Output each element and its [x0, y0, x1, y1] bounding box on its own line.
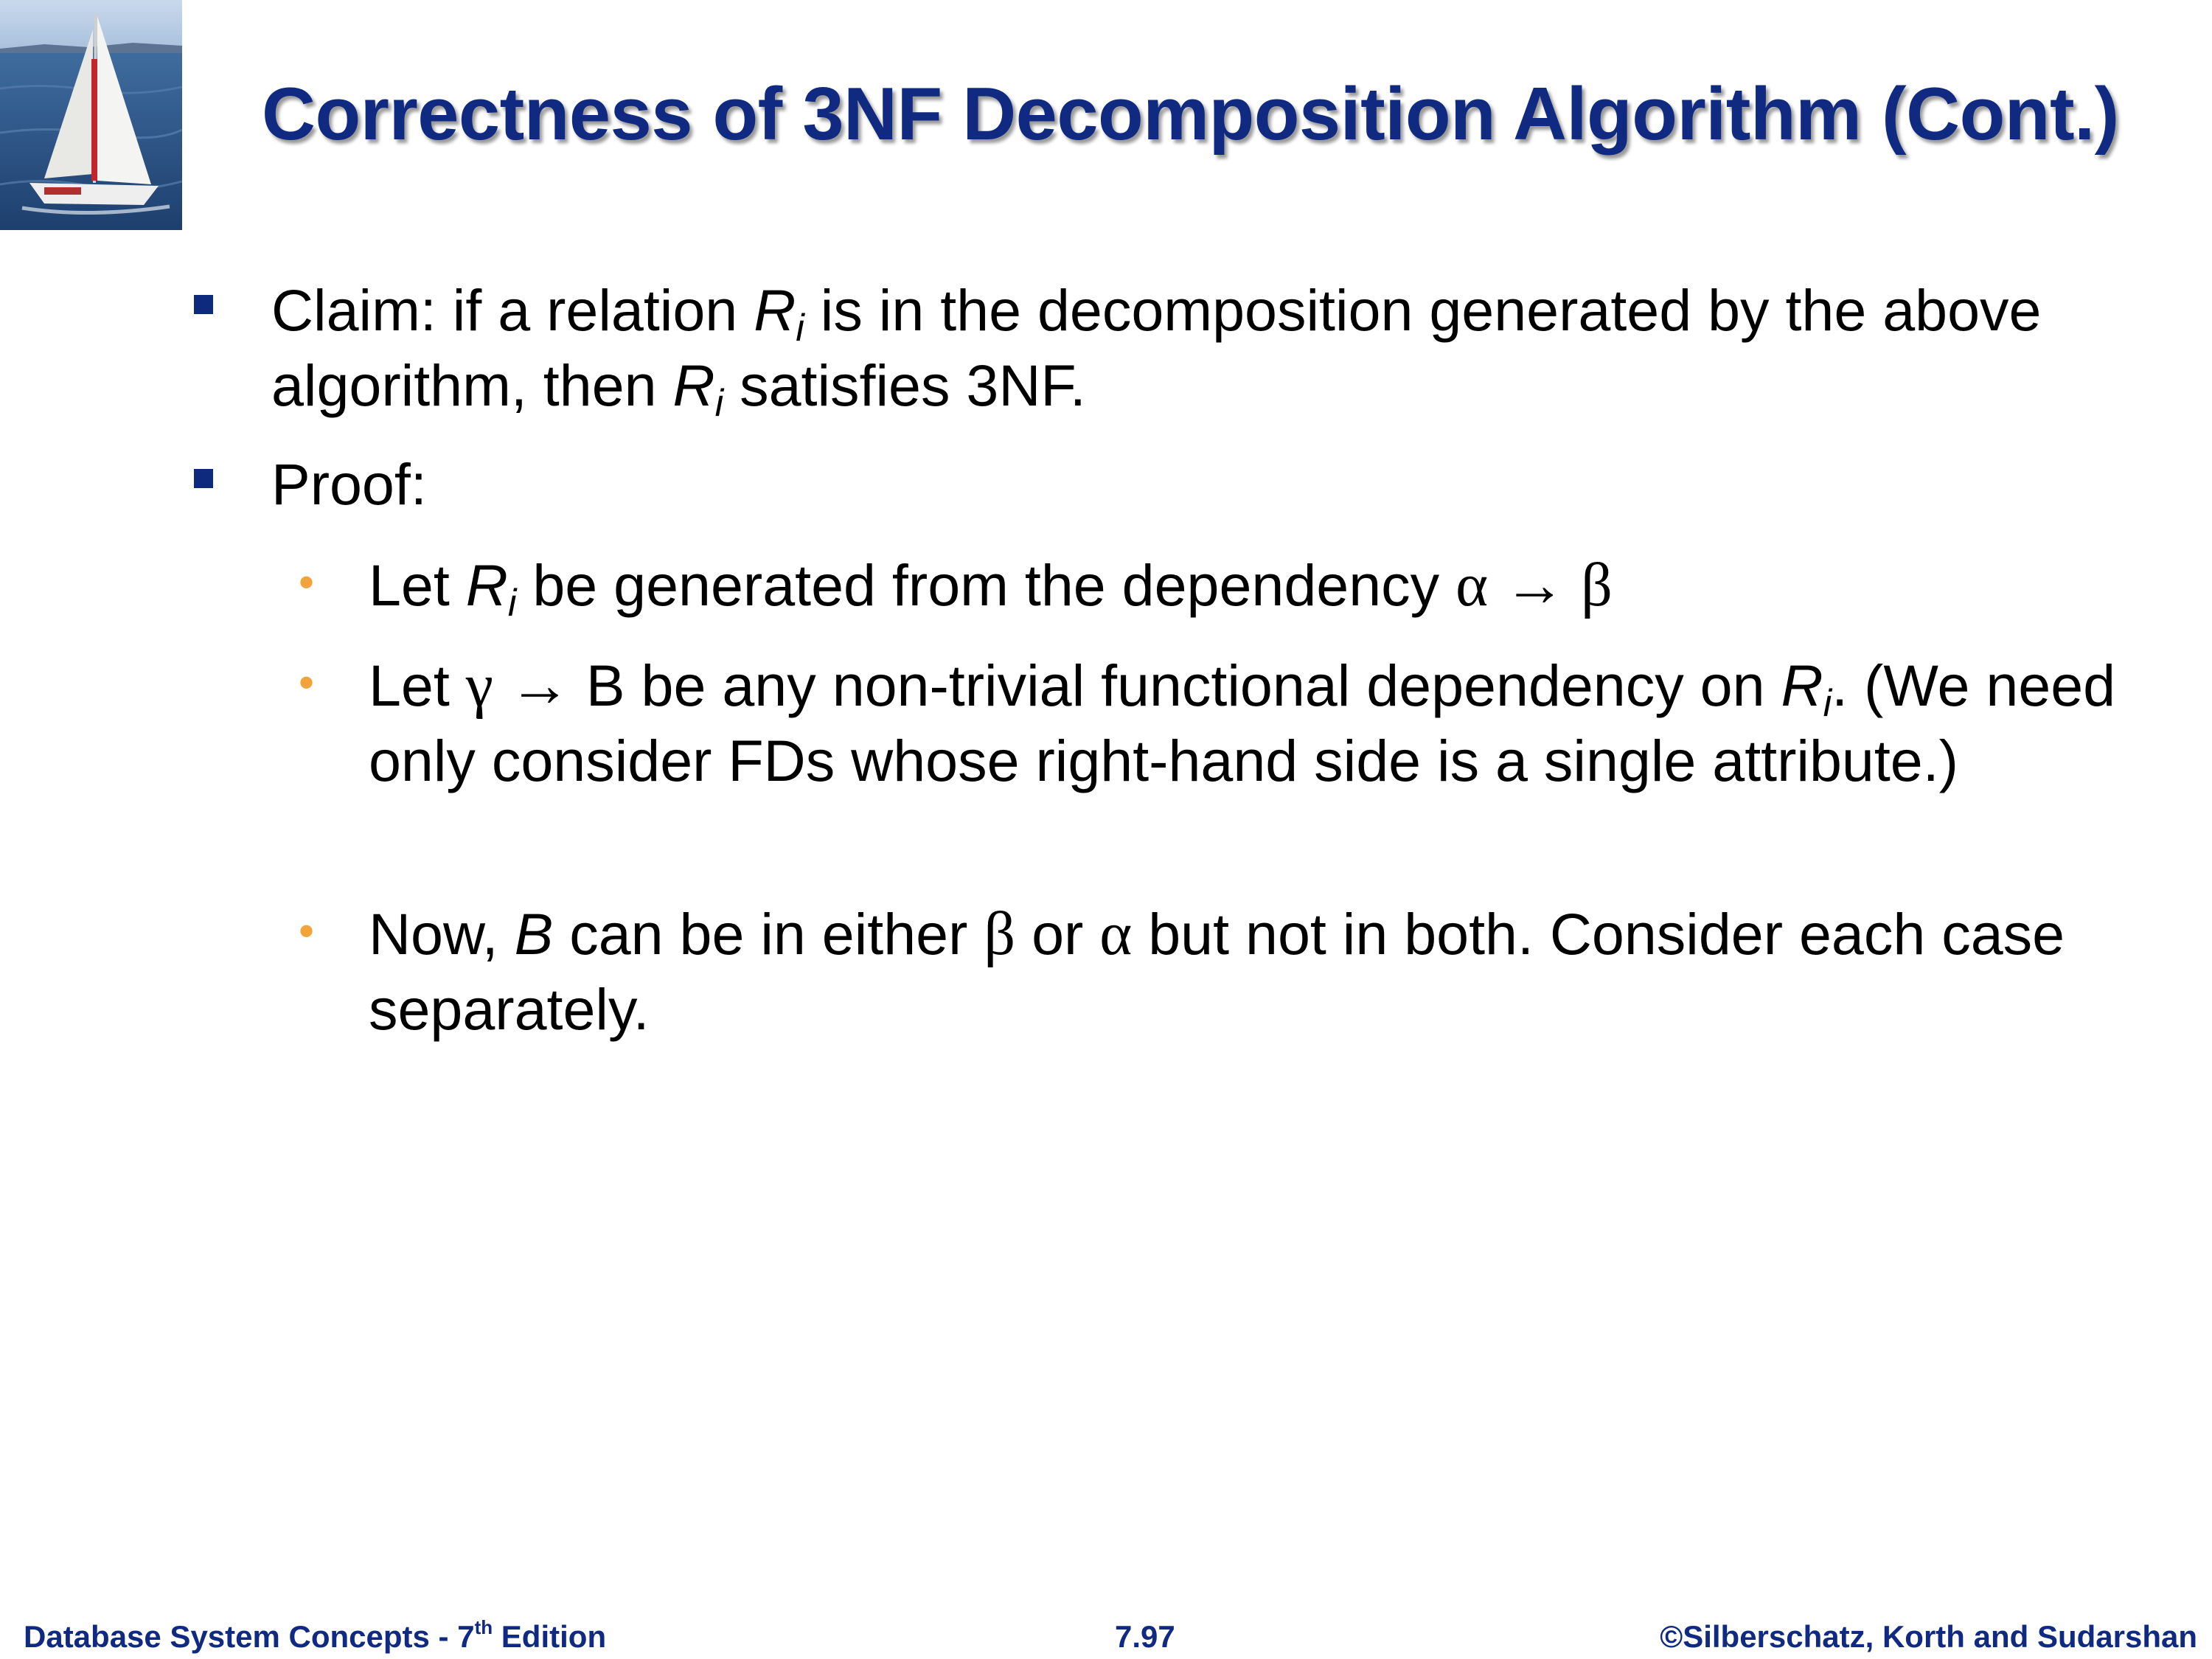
square-bullet-icon — [194, 469, 213, 488]
square-bullet-icon — [194, 295, 213, 314]
round-bullet-icon: • — [299, 557, 315, 607]
footer-page-number: 7.97 — [1115, 1619, 1175, 1654]
claim-bullet-text: Claim: if a relation $R_i$ is in the decomposition generated by the above algorithm, then $R_i$ satisfies 3NF. — [271, 277, 2042, 425]
proof-step-3-text: Now, B can be in either β or α but not in both. Consider each case separately. — [369, 900, 2065, 1042]
footer-copyright: ©Silberschatz, Korth and Sudarshan — [1660, 1619, 2197, 1654]
footer-book-title: Database System Concepts - 7th Edition — [24, 1616, 607, 1654]
slide-title: Correctness of 3NF Decomposition Algorithm (Cont.) — [262, 73, 2119, 156]
proof-step-1-text: Let $R_i$ be generated from the dependency α → β — [369, 551, 1613, 625]
proof-step-2-text: Let γ → B be any non-trivial functional dependency on $R_i$. (We need only consider FDs whose right-hand side is a single attribute.) — [369, 651, 2116, 793]
round-bullet-icon: • — [299, 658, 315, 707]
round-bullet-icon: • — [299, 906, 315, 956]
proof-bullet-text: Proof: — [271, 451, 427, 517]
